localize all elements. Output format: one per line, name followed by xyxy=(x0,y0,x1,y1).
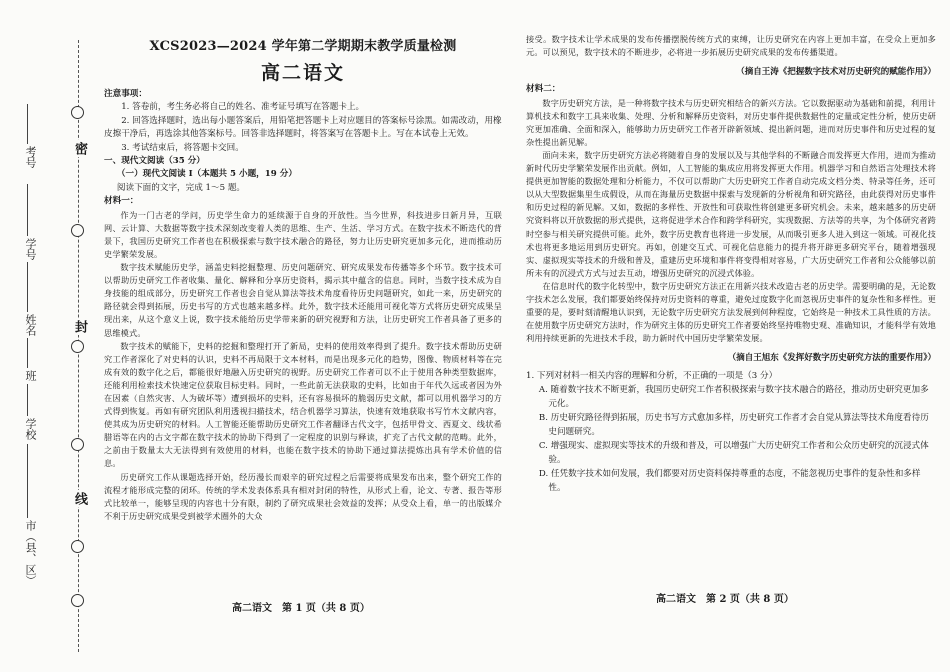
note-3: 3. 考试结束后，将答题卡交回。 xyxy=(121,142,244,153)
page2-number: 高二语文 第 2 页（共 8 页） xyxy=(656,594,794,605)
binding-hole-6 xyxy=(71,594,84,607)
material2-paragraph-3: 在信息时代的数字化转型中，数字历史研究方法正在用新兴技术改造古老的历史学。需要明确的是，无论数字技术怎么发展，我们都要始终保持对历史资料的尊重，避免过度数字化而忽视历史事件的复杂性和多样性。更重要的是，要时刻清醒地认识到，无论数字历史研究方法发展到何种程度，它始终是一种技术工具性质的方法。在使用数字历史研究方法时，作为研究主体的历史研究工作者要始终坚持唯物史观、准确知识，才能科学有效地利用持续更新的先进技术手段，助力新时代中国历史学繁荣发展。 xyxy=(526,280,936,344)
binding-hole-2 xyxy=(71,224,84,237)
class-label: 班 xyxy=(24,370,37,381)
reading-instruction: 阅读下面的文字，完成 1～5 题。 xyxy=(116,182,246,193)
page1-number: 高二语文 第 1 页（共 8 页） xyxy=(232,603,370,614)
note-1: 1. 答卷前，考生务必将自己的姓名、准考证号填写在答题卡上。 xyxy=(121,102,365,113)
student-number-label: 学号 xyxy=(24,238,37,260)
material2-paragraph-1: 数字历史研究方法，是一种将数字技术与历史研究相结合的新兴方法。它以数据驱动为基础和前提，利用计算机技术和数字工具来收集、处理、分析和解释历史资料，对历史事件提供数据性的定量或定性分析，使历史研究更加准确、全面和深入，能够助力历史研究工作者开辟新领域、提出新问题，进而对历史事件和历史过程的复杂性提出新见解。 xyxy=(526,97,936,147)
right-page xyxy=(512,0,950,672)
exam-title: XCS2023—2024 学年第二学期期末教学质量检测 xyxy=(149,39,457,54)
district-blank[interactable] xyxy=(27,444,28,518)
material2-label: 材料二： xyxy=(526,84,561,95)
option-a[interactable]: A. 随着数字技术不断更新，我国历史研究工作者积极探索与数字技术融合的路径，推动历史研究更加多元化。 xyxy=(538,385,929,410)
class-blank[interactable] xyxy=(27,338,28,368)
option-d[interactable]: D. 任凭数字技术如何发展，我们都要对历史资料保持尊重的态度，不能忽视历史事件的复杂性和多样性。 xyxy=(538,469,921,494)
page1-content xyxy=(104,0,502,523)
section-heading: 一、现代文阅读（35 分） xyxy=(104,156,205,167)
material1-paragraph-continued: 接受。数字技术让学术成果的发布传播摆脱传统方式的束缚，让历史研究在内容上更加丰富，在受众上更加多元。可以预见，数字技术的不断进步，必将进一步拓展历史研究成果的发布传播渠道。 xyxy=(526,34,936,58)
material1-paragraph-3: 数字技术的赋能下，史料的挖掘和整理打开了新局，史料的使用效率得到了提升。数字技术帮助历史研究工作者深化了对史料的认识，史料不再局限于文本材料，而是出现多元化的趋势，图像、物质材料等在完成有效的数字化之后，都能很好地融入历史研究的视野。历史研究工作者可以不止于使用各种类型数据库，还能利用检索技术快速定位获取目标史料。同时，一些此前无法获取的史料，比如由于年代久远或者因为外在因素（自然灾害、人为破坏等）遭到损坏的史料，还有容易损坏的脆弱历史文献，都可以用机器学习的方式得到恢复。再如有研究团队利用透视扫描技术，结合机器学习算法，快速有效地获取书写竹木文献内容，使其成为历史研究的材料。人工智能还能帮助历史研究工作者翻译古代文字，包括甲骨文、西夏文、线状希腊语等在内的古文字都在数字技术的协助下得到了一定程度的识别与释读，扩充了古代文献的范畴。此外，之前由于数量太大无法得到有效使用的材料，也能在数字技术的协助下通过算法提炼出具有学术价值的信息。 xyxy=(104,340,502,469)
material1-source: （摘自王涛《把握数字技术对历史研究的赋能作用》） xyxy=(736,67,936,78)
binding-hole-4 xyxy=(71,438,84,451)
school-label: 学校 xyxy=(24,418,37,440)
school-blank[interactable] xyxy=(27,384,28,416)
seal-char-mi: 密 xyxy=(72,142,87,155)
name-label: 姓名 xyxy=(24,314,37,336)
material1-label: 材料一： xyxy=(104,196,139,207)
district-label: 市（县、区） xyxy=(24,520,37,586)
option-c[interactable]: C. 增强现实、虚拟现实等技术的升级和普及，可以增强广大历史研究工作者和公众历史研究的沉浸式体验。 xyxy=(538,441,929,466)
option-b[interactable]: B. 历史研究路径得到拓展，历史书写方式愈加多样，历史研究工作者才会自觉从算法等技术角度看待历史问题研究。 xyxy=(538,413,929,438)
binding-hole-3 xyxy=(71,340,84,353)
material2-source: （摘自王旭东《发挥好数字历史研究方法的重要作用》） xyxy=(727,353,936,364)
exam-number-blank[interactable] xyxy=(27,104,28,144)
material1-paragraph-1: 作为一门古老的学问，历史学生命力的延续源于自身的开放性。当今世界，科技进步日新月异，互联网、云计算、大数据等数字技术深刻改变着人类的思维、生产、生活、学习方式。在数字技术不断迭代的背景下，我国历史研究工作者也在积极探索与数字技术融合的路径，努力让历史研究更加多元化，进而推动历史学繁荣发展。 xyxy=(104,209,502,259)
exam-number-label: 考号 xyxy=(24,146,37,168)
binding-hole-1 xyxy=(71,106,84,119)
notes-heading: 注意事项： xyxy=(104,89,147,99)
student-number-blank[interactable] xyxy=(27,184,28,236)
note-2: 2. 回答选择题时，选出每小题答案后，用铅笔把答题卡上对应题目的答案标号涂黑。如需改动，用橡皮擦干净后，再选涂其他答案标号。回答非选择题时，将答案写在答题卡上。写在本试卷上无效。 xyxy=(104,115,502,140)
seal-char-feng: 封 xyxy=(72,320,87,333)
material1-paragraph-4: 历史研究工作从课题选择开始，经历漫长而艰辛的研究过程之后需要将成果发布出来，整个研究工作的流程才能形成完整的闭环。传统的学术发表体系具有相对封闭的特性，从形式上看，论文、专著、报告等形式比较单一，能够呈现的内容也十分有限，制约了研究成果社会效益的发挥；从受众上看，单一的出版媒介不利于历史研究成果受到被学术圈外的大众 xyxy=(104,471,502,521)
question-1: 1. 下列对材料一相关内容的理解和分析，不正确的一项是（3 分） xyxy=(526,371,778,382)
material2-paragraph-2: 面向未来，数字历史研究方法必将随着自身的发展以及与其他学科的不断融合而发挥更大作用，进而为推动新时代历史学繁荣发展作出贡献。例如，人工智能的集成应用将发挥更大作用。机器学习和自然语言处理技术将提供更加智能的数据处理和分析能力，不仅可以帮助广大历史研究工作者自动完成文档分类、特录等任务，还可以从大型数据集里生成假设，从而在海量历史数据中探索与发现新的分析视角和研究路径，由此获得对历史事件和历史过程的新见解。又如，数据的多样性、开放性和可获取性将创建更多研究机会。未来，越来越多的历史研究资料将以开放数据的形式提供，这将促进学术合作和跨学科研究，实现数据、方法等的共享，为个体研究者跨时空参与相关研究提供可能。此外，数字历史教育也将进一步发展，从而吸引更多人进入到这一领域。可视化技术也将更多地运用到历史研究。再如，创建交互式、可视化信息能力的提升将开辟更多研究平台，随着增强现实、虚拟现实等技术的升级和普及，重建历史环境和事件将变得相对容易，广大历史研究工作者和公众能够以前所未有的沉浸式方式与过去互动，增强历史研究的沉浸式体验。 xyxy=(526,149,936,278)
subsection-heading: （一）现代文阅读 Ⅰ（本题共 5 小题，19 分） xyxy=(116,169,297,180)
binding-hole-5 xyxy=(71,540,84,553)
binding-margin xyxy=(0,0,100,672)
material1-paragraph-2: 数字技术赋能历史学，涵盖史料挖掘整理、历史问题研究、研究成果发布传播等多个环节。数字技术可以帮助历史研究工作者收集、量化、解释和分享历史资料，揭示其中蕴含的信息。同时，当数字技术成为自身技能的组成部分，历史研究工作者也会自觉从算法等技术角度看待历史问题研究，如此一来，历史研究的路径就会得到拓展，历史书写的方式也越来越多样。此外，数字技术还能用可视化等方式将历史研究成果呈现出来，从这个意义上说，数字技术能给历史学带来新的研究视野和方法，让历史研究工作者具备了更多的思维模式。 xyxy=(104,262,502,338)
seal-char-xian: 线 xyxy=(72,492,87,505)
name-blank[interactable] xyxy=(27,262,28,312)
page2-content xyxy=(526,33,936,495)
subject-title: 高二语文 xyxy=(260,62,345,84)
